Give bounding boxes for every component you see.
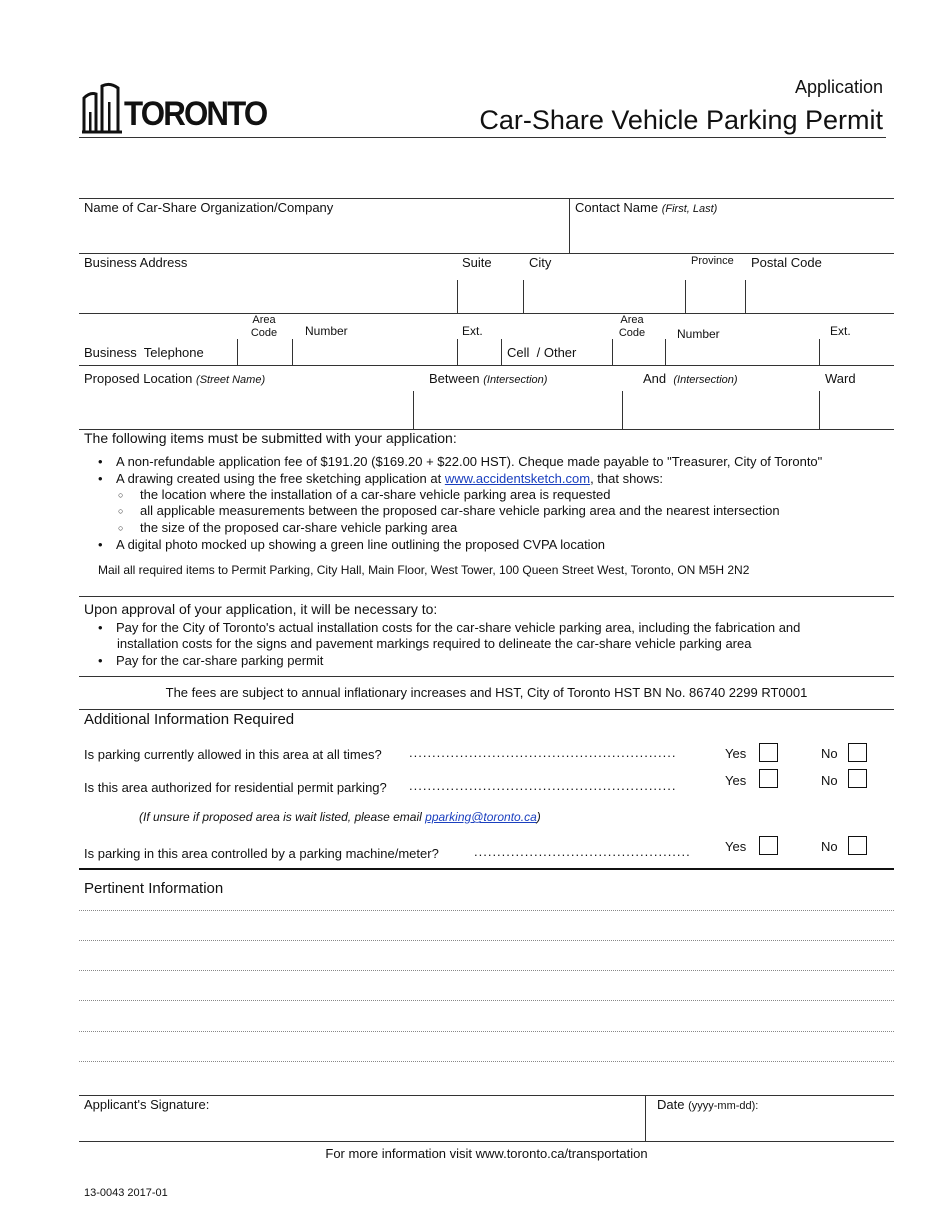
ward-label: Ward <box>825 371 856 386</box>
question-residential-permit: Is this area authorized for residential permit parking? <box>84 780 387 795</box>
form-id: 13-0043 2017-01 <box>84 1187 168 1199</box>
city-hall-logo-icon <box>82 82 122 134</box>
approval-heading: Upon approval of your application, it will be necessary to: <box>84 601 438 617</box>
header-subtitle: Application <box>794 77 883 97</box>
mail-instructions: Mail all required items to Permit Parking, City Hall, Main Floor, West Tower, 100 Queen Street West, Toronto, ON M5H 2N2 <box>98 563 750 577</box>
postal-code-input[interactable] <box>747 281 893 312</box>
leader-dots: .......................................................... <box>409 778 677 793</box>
q1-no-checkbox[interactable] <box>848 743 867 762</box>
leader-dots: .......................................................... <box>409 745 677 760</box>
province-label: Province <box>691 255 734 267</box>
fees-note: The fees are subject to annual inflationary increases and HST, City of Toronto HST BN No. 86740 2299 RT0001 <box>165 685 808 700</box>
city-input[interactable] <box>525 281 684 312</box>
pparking-email-link[interactable]: pparking@toronto.ca <box>425 810 537 824</box>
signature-field[interactable] <box>80 1114 643 1140</box>
business-address-label: Business Address <box>84 255 188 270</box>
question-parking-meter: Is parking in this area controlled by a parking machine/meter? <box>84 846 439 861</box>
question-parking-allowed: Is parking currently allowed in this area at all times? <box>84 747 382 762</box>
and-intersection-input[interactable] <box>624 392 818 428</box>
wait-list-note: (If unsure if proposed area is wait listed, please email pparking@toronto.ca) <box>139 810 541 824</box>
date-label: Date (yyyy-mm-dd): <box>657 1097 759 1112</box>
cell-number-input[interactable] <box>667 340 818 364</box>
yes-label: Yes <box>725 746 747 761</box>
list-item-continuation: installation costs for the signs and pavement markings required to delineate the car-share vehicle parking area <box>117 636 752 651</box>
cell-area-code-label: Area Code <box>618 314 646 339</box>
q3-no-checkbox[interactable] <box>848 836 867 855</box>
q3-yes-checkbox[interactable] <box>759 836 778 855</box>
no-label: No <box>821 746 838 761</box>
pertinent-info-textarea[interactable] <box>79 900 894 1062</box>
q2-no-checkbox[interactable] <box>848 769 867 788</box>
postal-code-label: Postal Code <box>751 255 822 270</box>
writing-line <box>79 1061 894 1062</box>
proposed-location-label: Proposed Location (Street Name) <box>84 371 266 386</box>
requirements-heading: The following items must be submitted with your application: <box>84 430 457 446</box>
org-name-input[interactable] <box>80 216 568 252</box>
toronto-logo <box>82 82 267 136</box>
area-code-label: Area Code <box>250 314 278 339</box>
between-label: Between (Intersection) <box>429 371 548 386</box>
phone-ext-input[interactable] <box>459 340 500 364</box>
cell-ext-input[interactable] <box>821 340 893 364</box>
cell-number-label: Number <box>677 327 720 341</box>
no-label: No <box>821 839 838 854</box>
logo-wordmark: TORONTO <box>124 95 267 133</box>
contact-name-label: Contact Name (First, Last) <box>575 200 718 215</box>
page-title: Car-Share Vehicle Parking Permit <box>479 105 883 135</box>
between-intersection-input[interactable] <box>415 392 621 428</box>
leader-dots: ............................................... <box>474 844 691 859</box>
org-name-label: Name of Car-Share Organization/Company <box>84 200 334 215</box>
header-rule <box>79 137 886 138</box>
business-address-input[interactable] <box>80 276 456 312</box>
writing-line <box>79 940 894 941</box>
no-label: No <box>821 773 838 788</box>
signature-label: Applicant's Signature: <box>84 1097 210 1112</box>
additional-info-heading: Additional Information Required <box>84 711 295 728</box>
province-input[interactable] <box>687 281 744 312</box>
phone-area-code-input[interactable] <box>239 340 291 364</box>
writing-line <box>79 1000 894 1001</box>
street-name-input[interactable] <box>80 390 412 428</box>
accidentsketch-link[interactable]: www.accidentsketch.com <box>444 471 591 486</box>
q1-yes-checkbox[interactable] <box>759 743 778 762</box>
writing-line <box>79 970 894 971</box>
ward-input[interactable] <box>821 392 893 428</box>
and-label: And (Intersection) <box>643 371 738 386</box>
writing-line <box>79 910 894 911</box>
phone-number-input[interactable] <box>294 340 456 364</box>
cell-ext-label: Ext. <box>830 324 851 338</box>
yes-label: Yes <box>725 839 747 854</box>
writing-line <box>79 1031 894 1032</box>
q2-yes-checkbox[interactable] <box>759 769 778 788</box>
footer-info: For more information visit www.toronto.ca/transportation <box>325 1146 648 1161</box>
ext-label: Ext. <box>462 324 483 338</box>
cell-other-label: Cell / Other <box>507 345 577 360</box>
business-telephone-label: Business Telephone <box>84 345 204 360</box>
yes-label: Yes <box>725 773 747 788</box>
city-label: City <box>529 255 552 270</box>
suite-input[interactable] <box>459 281 522 312</box>
suite-label: Suite <box>462 255 492 270</box>
cell-area-code-input[interactable] <box>614 340 664 364</box>
number-label: Number <box>305 324 348 338</box>
date-field[interactable] <box>647 1114 893 1140</box>
contact-name-input[interactable] <box>571 216 893 252</box>
pertinent-info-heading: Pertinent Information <box>84 880 224 897</box>
